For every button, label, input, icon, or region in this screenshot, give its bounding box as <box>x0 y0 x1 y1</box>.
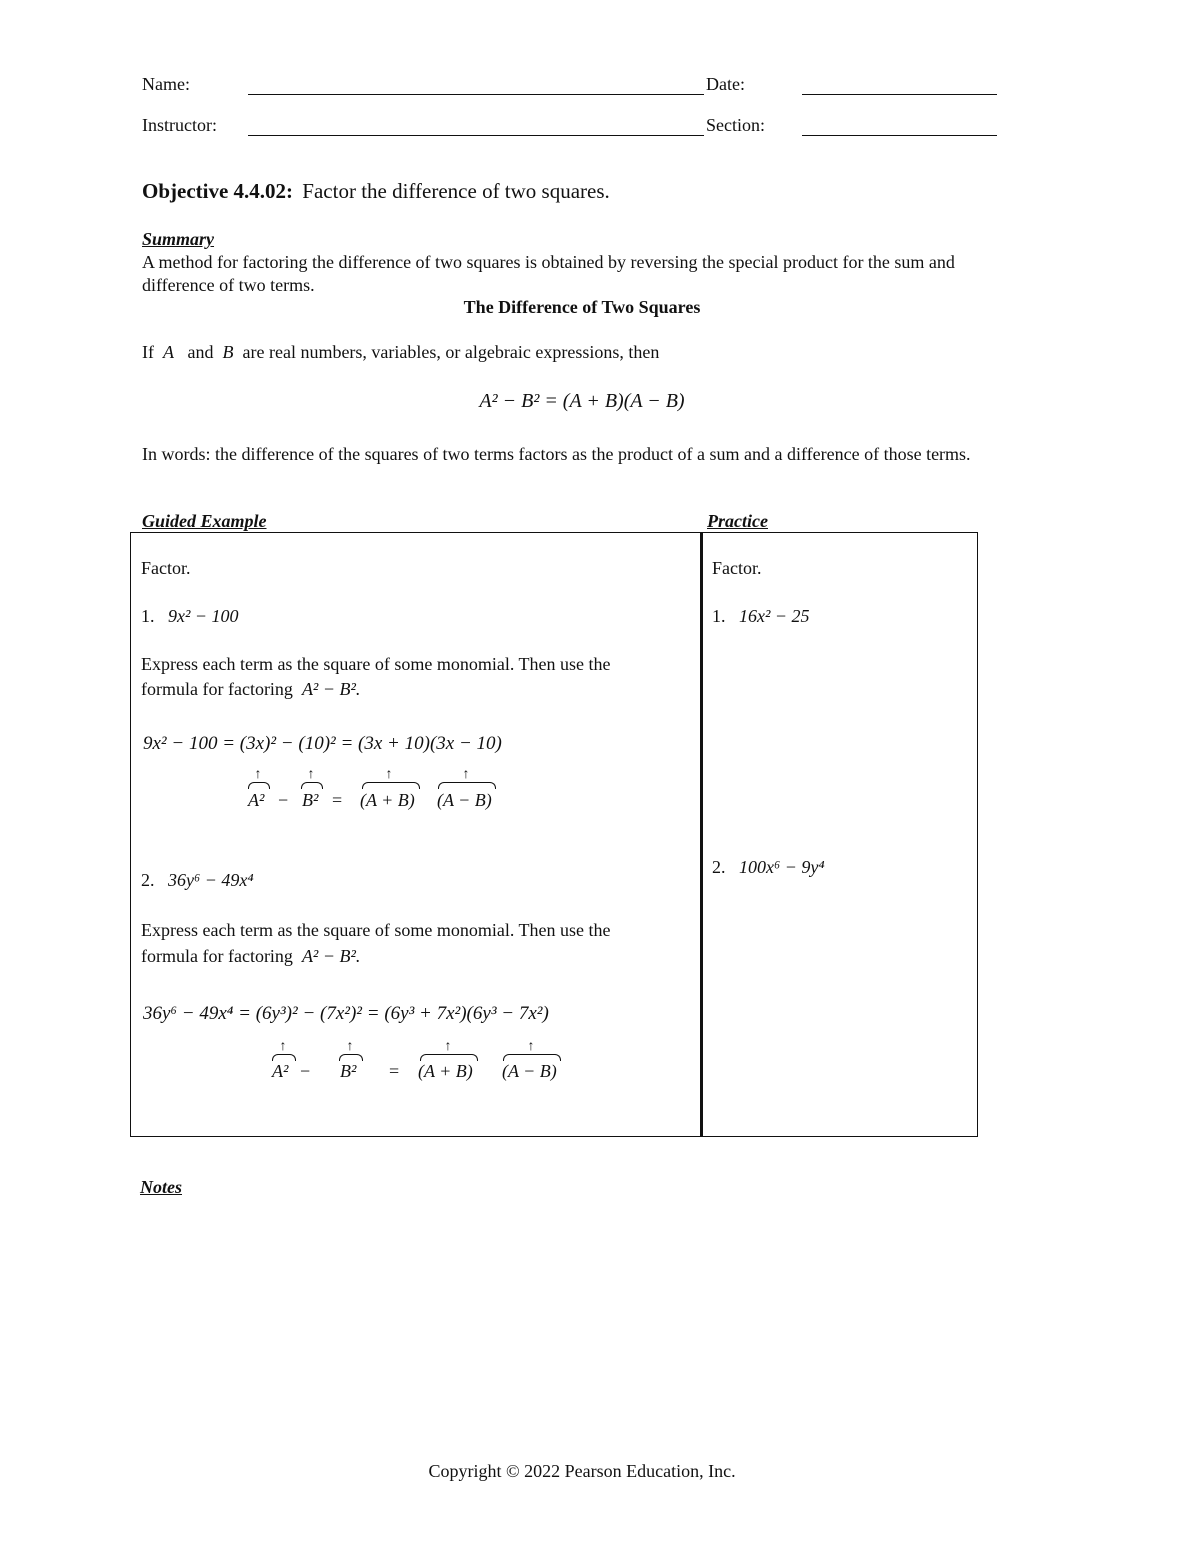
ex1-label-sum: (A + B) <box>360 790 415 810</box>
ex1-label-minus: − <box>278 790 289 810</box>
ex2-instruction-2 <box>141 946 360 967</box>
notes-heading: Notes <box>140 1177 182 1197</box>
date-label: Date: <box>706 74 745 94</box>
ex2-label-diff: (A − B) <box>502 1061 557 1081</box>
brace-icon <box>438 782 496 789</box>
ex2-solution: 36y⁶ − 49x⁴ = (6y³)² − (7x²)² = (6y³ + 7x²)(6y³ − 7x²) <box>143 1003 549 1024</box>
if-rest-text: are real numbers, variables, or algebraic expressions, then <box>242 342 660 362</box>
practice-factor-label: Factor. <box>712 558 762 578</box>
practice-p2 <box>712 857 825 878</box>
ex1-label-diff: (A − B) <box>437 790 492 810</box>
ex2-label-sum: (A + B) <box>418 1061 473 1081</box>
objective <box>142 179 610 204</box>
up-arrow-icon: ↑ <box>527 1039 535 1054</box>
ex1-label-eq: = <box>332 790 343 810</box>
ex2-number: 2. <box>141 870 155 890</box>
practice-p1 <box>712 606 810 627</box>
date-field-line[interactable] <box>802 94 997 95</box>
brace-icon <box>503 1054 561 1061</box>
up-arrow-icon: ↑ <box>385 767 393 782</box>
var-a: A <box>163 342 174 362</box>
example-practice-table <box>130 532 978 1137</box>
guided-ex1 <box>141 606 239 627</box>
section-field-line[interactable] <box>802 135 997 136</box>
box-title: The Difference of Two Squares <box>463 297 701 317</box>
name-field-line[interactable] <box>248 94 704 95</box>
var-b: B <box>222 342 234 362</box>
guided-example-heading: Guided Example <box>142 511 267 531</box>
up-arrow-icon: ↑ <box>307 767 315 782</box>
instructor-label: Instructor: <box>142 115 217 135</box>
ex2-instruction-2-text: formula for factoring <box>141 946 293 966</box>
brace-icon <box>339 1054 363 1061</box>
practice-heading: Practice <box>707 511 768 531</box>
main-formula: A² − B² = (A + B)(A − B) <box>479 390 685 412</box>
brace-icon <box>362 782 420 789</box>
brace-icon <box>301 782 323 789</box>
ex1-solution: 9x² − 100 = (3x)² − (10)² = (3x + 10)(3x − 10) <box>143 733 502 754</box>
p1-number: 1. <box>712 606 726 626</box>
up-arrow-icon: ↑ <box>346 1039 354 1054</box>
p2-number: 2. <box>712 857 726 877</box>
ex1-label-a2: A² <box>248 790 265 810</box>
name-label: Name: <box>142 74 190 94</box>
summary-text: A method for factoring the difference of two squares is obtained by reversing the special product for the sum and difference of two terms. <box>142 252 955 295</box>
ex2-label-eq: = <box>389 1061 400 1081</box>
if-line <box>142 342 659 363</box>
ex2-label-a2: A² <box>272 1061 289 1081</box>
up-arrow-icon: ↑ <box>444 1039 452 1054</box>
p1-problem: 16x² − 25 <box>739 606 810 626</box>
ex2-label-minus: − <box>300 1061 311 1081</box>
brace-icon <box>420 1054 478 1061</box>
ex1-label-b2: B² <box>302 790 319 810</box>
ex2-instruction-1: Express each term as the square of some monomial. Then use the <box>141 920 611 940</box>
and-text: and <box>187 342 214 362</box>
copyright: Copyright © 2022 Pearson Education, Inc. <box>428 1461 736 1481</box>
table-divider <box>700 532 703 1137</box>
ex1-instruction-1: Express each term as the square of some monomial. Then use the <box>141 654 611 674</box>
ex2-label-b2: B² <box>340 1061 357 1081</box>
instructor-field-line[interactable] <box>248 135 704 136</box>
brace-icon <box>248 782 270 789</box>
guided-ex2 <box>141 870 254 891</box>
objective-label: Objective 4.4.02: <box>142 179 294 203</box>
ex1-instruction-2-text: formula for factoring <box>141 679 293 699</box>
up-arrow-icon: ↑ <box>254 767 262 782</box>
ex1-instruction-2 <box>141 679 360 700</box>
in-words-text: In words: the difference of the squares of two terms factors as the product of a sum and a difference of those terms. <box>142 444 971 464</box>
section-label: Section: <box>706 115 765 135</box>
brace-icon <box>272 1054 296 1061</box>
objective-text: Factor the difference of two squares. <box>302 179 610 203</box>
if-text: If <box>142 342 154 362</box>
up-arrow-icon: ↑ <box>279 1039 287 1054</box>
ex1-instruction-formula: A² − B². <box>301 679 361 699</box>
ex1-problem: 9x² − 100 <box>168 606 239 626</box>
summary-heading: Summary <box>142 229 215 249</box>
ex2-problem: 36y⁶ − 49x⁴ <box>168 870 254 890</box>
ex1-number: 1. <box>141 606 155 626</box>
up-arrow-icon: ↑ <box>462 767 470 782</box>
guided-factor-label: Factor. <box>141 558 191 578</box>
ex2-instruction-formula: A² − B². <box>301 946 361 966</box>
p2-problem: 100x⁶ − 9y⁴ <box>739 857 825 877</box>
